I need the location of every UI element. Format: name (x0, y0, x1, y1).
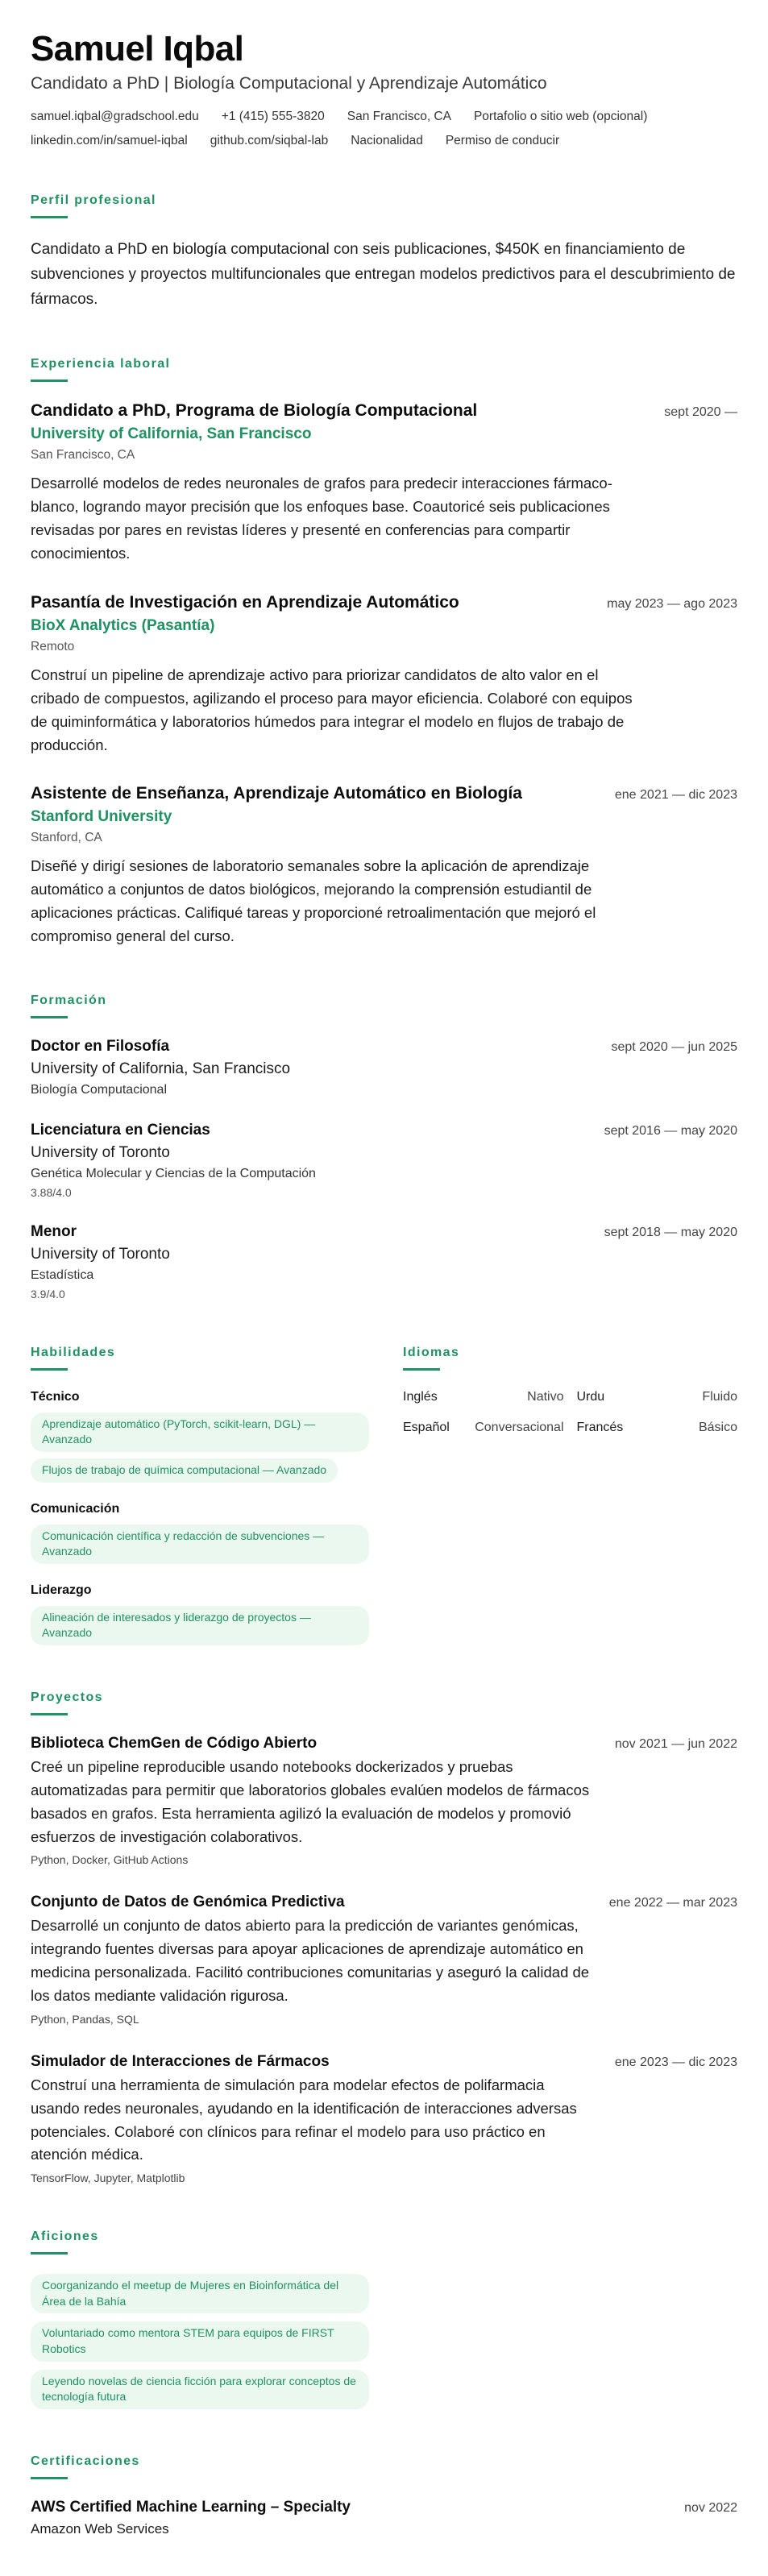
project-description: Desarrollé un conjunto de datos abierto para la predicción de variantes genómicas, integrando fuentes diversas para apoyar aplicaciones de aprendizaje automático en medicina personalizada. Facilitó contribuciones comunitarias y aseguró la calidad de los datos mediante validación rigurosa. (31, 1917, 590, 2004)
skill-category: Técnico (31, 1389, 80, 1404)
job-dates: sept 2020 — (664, 405, 737, 420)
project-dates: ene 2023 — dic 2023 (614, 2055, 737, 2069)
contact-phone[interactable]: +1 (415) 555-3820 (221, 110, 325, 124)
education-institution: University of Toronto (31, 1245, 170, 1263)
job-dates: may 2023 — ago 2023 (607, 596, 737, 611)
section-divider (403, 1368, 440, 1371)
project-title: Biblioteca ChemGen de Código Abierto (31, 1734, 318, 1752)
project-description: Creé un pipeline reproducible usando notebooks dockerizados y pruebas automatizadas para permitir que laboratorios globales evalúen modelos de fármacos basados en grafos. Esta herramienta agilizó la evaluación de modelos y promovió esfuerzos de investigación colaborativos. (31, 1757, 590, 1845)
contact-website[interactable]: Portafolio o sitio web (opcional) (473, 110, 648, 124)
contact-linkedin[interactable]: linkedin.com/in/samuel-iqbal (31, 134, 188, 148)
experience-item (31, 401, 737, 565)
education-area: Estadística (31, 1267, 94, 1282)
education-institution: University of California, San Francisco (31, 1060, 291, 1077)
projects-section (31, 1690, 737, 2184)
skill-chip: Alineación de interesados y liderazgo de proyectos — Avanzado (31, 1606, 369, 1645)
education-institution: University of Toronto (31, 1143, 170, 1161)
languages-section (403, 1346, 737, 1645)
project-title: Conjunto de Datos de Genómica Predictiva (31, 1894, 345, 1911)
project-tech: TensorFlow, Jupyter, Matplotlib (31, 2172, 185, 2185)
education-score: 3.9/4.0 (31, 1287, 65, 1300)
project-description: Construí una herramienta de simulación para modelar efectos de polifarmacia usando redes neuronales, ayudando en la identificación de interacciones adversas potenciales. Colaboré con clínicos para refinar el modelo para uso práctico en atención médica. (31, 2076, 577, 2163)
section-divider (31, 1016, 68, 1018)
section-divider (31, 2252, 68, 2255)
skill-chip: Comunicación científica y redacción de subvenciones — Avanzado (31, 1524, 369, 1564)
language-grid (403, 1390, 737, 1435)
section-title-summary: Perfil profesional (31, 193, 156, 208)
candidate-headline: Candidato a PhD | Biología Computacional y Aprendizaje Automático (31, 74, 547, 93)
interest-chip: Coorganizando el meetup de Mujeres en Bioinformática del Área de la Bahía (31, 2274, 369, 2313)
section-title-education: Formación (31, 993, 107, 1007)
project-title: Simulador de Interacciones de Fármacos (31, 2052, 330, 2070)
job-organization: University of California, San Francisco (31, 425, 312, 443)
contact-nationality: Nacionalidad (351, 134, 423, 148)
contact-email[interactable]: samuel.iqbal@gradschool.edu (31, 110, 199, 124)
education-area: Genética Molecular y Ciencias de la Computación (31, 1166, 316, 1180)
project-tech: Python, Docker, GitHub Actions (31, 1853, 189, 1867)
skill-category: Comunicación (31, 1501, 120, 1516)
language-level: Fluido (702, 1389, 737, 1404)
job-location: Stanford, CA (31, 831, 102, 845)
skill-chip: Flujos de trabajo de química computacional — Avanzado (31, 1458, 338, 1483)
project-item (31, 1894, 737, 2025)
skill-group (31, 1390, 369, 1483)
contact-github[interactable]: github.com/siqbal-lab (210, 134, 329, 148)
job-description: Construí un pipeline de aprendizaje activo para priorizar candidatos de alto valor en el cribado de compuestos, agilizando el proceso para mayor eficiencia. Colaboré con equipos de quiminformática y laboratorios húmedos para integrar el modelo en flujos de trabajo de producción. (31, 666, 633, 753)
job-organization: BioX Analytics (Pasantía) (31, 616, 215, 634)
certification-title: AWS Certified Machine Learning – Specialty (31, 2498, 351, 2516)
section-title-projects: Proyectos (31, 1690, 103, 1704)
education-item (31, 1038, 737, 1097)
degree-title: Menor (31, 1222, 77, 1240)
language-name: Urdu (576, 1389, 605, 1404)
interests-section (31, 2230, 737, 2409)
job-location: San Francisco, CA (31, 448, 135, 463)
experience-item (31, 784, 737, 948)
language-level: Nativo (527, 1389, 564, 1404)
contact-license: Permiso de conducir (445, 134, 560, 148)
job-description: Diseñé y dirigí sesiones de laboratorio semanales sobre la aplicación de aprendizaje automático a conjuntos de datos biológicos, mejorando la comprensión estudiantil de aplicaciones prácticas. Califiqué tareas y proporcioné retroalimentación que mejoró el compromiso general del curso. (31, 857, 596, 944)
section-title-languages: Idiomas (403, 1345, 460, 1359)
skill-group (31, 1583, 369, 1645)
job-description: Desarrollé modelos de redes neuronales de grafos para predecir interacciones fármaco-blanco, logrando mayor precisión que los enfoques base. Coautoricé seis publicaciones revisadas por pares en revistas líderes y presenté en conferencias para compartir conocimientos. (31, 475, 612, 562)
skill-chip: Aprendizaje automático (PyTorch, scikit-learn, DGL) — Avanzado (31, 1412, 369, 1452)
language-name: Español (403, 1420, 450, 1434)
project-item (31, 1735, 737, 1866)
language-item (403, 1421, 564, 1435)
certification-date: nov 2022 (684, 2500, 737, 2515)
education-item (31, 1122, 737, 1199)
language-item (403, 1390, 564, 1404)
candidate-name: Samuel Iqbal (31, 29, 244, 68)
experience-section (31, 357, 737, 948)
language-level: Básico (698, 1420, 737, 1434)
education-dates: sept 2016 — may 2020 (604, 1123, 737, 1138)
section-divider (31, 1368, 68, 1371)
section-divider (31, 2477, 68, 2479)
education-section (31, 993, 737, 1300)
language-item (577, 1390, 738, 1404)
experience-item (31, 593, 737, 757)
project-item (31, 2053, 737, 2184)
degree-title: Doctor en Filosofía (31, 1037, 170, 1055)
certifications-section (31, 2454, 737, 2537)
section-title-certifications: Certificaciones (31, 2454, 140, 2468)
job-organization: Stanford University (31, 808, 172, 826)
resume-header (31, 31, 737, 148)
section-title-skills: Habilidades (31, 1345, 116, 1359)
summary-text: Candidato a PhD en biología computacional con seis publicaciones, $450K en financiamiento de subvenciones y proyectos multifuncionales que entregan modelos predictivos para el descubrimiento de fármacos. (31, 241, 736, 308)
language-name: Francés (576, 1420, 624, 1434)
education-dates: sept 2020 — jun 2025 (611, 1039, 737, 1054)
language-item (577, 1421, 738, 1435)
education-dates: sept 2018 — may 2020 (604, 1225, 737, 1239)
contact-location: San Francisco, CA (347, 110, 451, 124)
project-dates: ene 2022 — mar 2023 (608, 1896, 737, 1910)
section-divider (31, 216, 68, 218)
skills-section (31, 1346, 369, 1645)
job-dates: ene 2021 — dic 2023 (614, 788, 737, 803)
language-level: Conversacional (475, 1420, 564, 1434)
contact-list (31, 110, 737, 148)
job-location: Remoto (31, 639, 75, 653)
interest-list (31, 2274, 737, 2409)
project-dates: nov 2021 — jun 2022 (614, 1736, 737, 1751)
skill-category: Liderazgo (31, 1583, 92, 1597)
certification-issuer: Amazon Web Services (31, 2520, 169, 2537)
education-item (31, 1223, 737, 1300)
section-title-experience: Experiencia laboral (31, 357, 171, 371)
certification-item (31, 2499, 737, 2537)
language-name: Inglés (403, 1389, 438, 1404)
interest-chip: Voluntariado como mentora STEM para equipos de FIRST Robotics (31, 2321, 369, 2361)
interest-chip: Leyendo novelas de ciencia ficción para explorar conceptos de tecnología futura (31, 2370, 369, 2409)
summary-section (31, 193, 737, 312)
education-area: Biología Computacional (31, 1082, 167, 1097)
section-divider (31, 380, 68, 382)
degree-title: Licenciatura en Ciencias (31, 1121, 210, 1139)
job-title: Pasantía de Investigación en Aprendizaje Automático (31, 592, 459, 612)
skills-languages-row (31, 1346, 737, 1645)
section-divider (31, 1713, 68, 1715)
skill-group (31, 1502, 369, 1564)
project-tech: Python, Pandas, SQL (31, 2012, 139, 2026)
section-title-interests: Aficiones (31, 2230, 99, 2244)
job-title: Asistente de Enseñanza, Aprendizaje Automático en Biología (31, 784, 522, 803)
job-title: Candidato a PhD, Programa de Biología Computacional (31, 401, 478, 421)
education-score: 3.88/4.0 (31, 1185, 72, 1199)
